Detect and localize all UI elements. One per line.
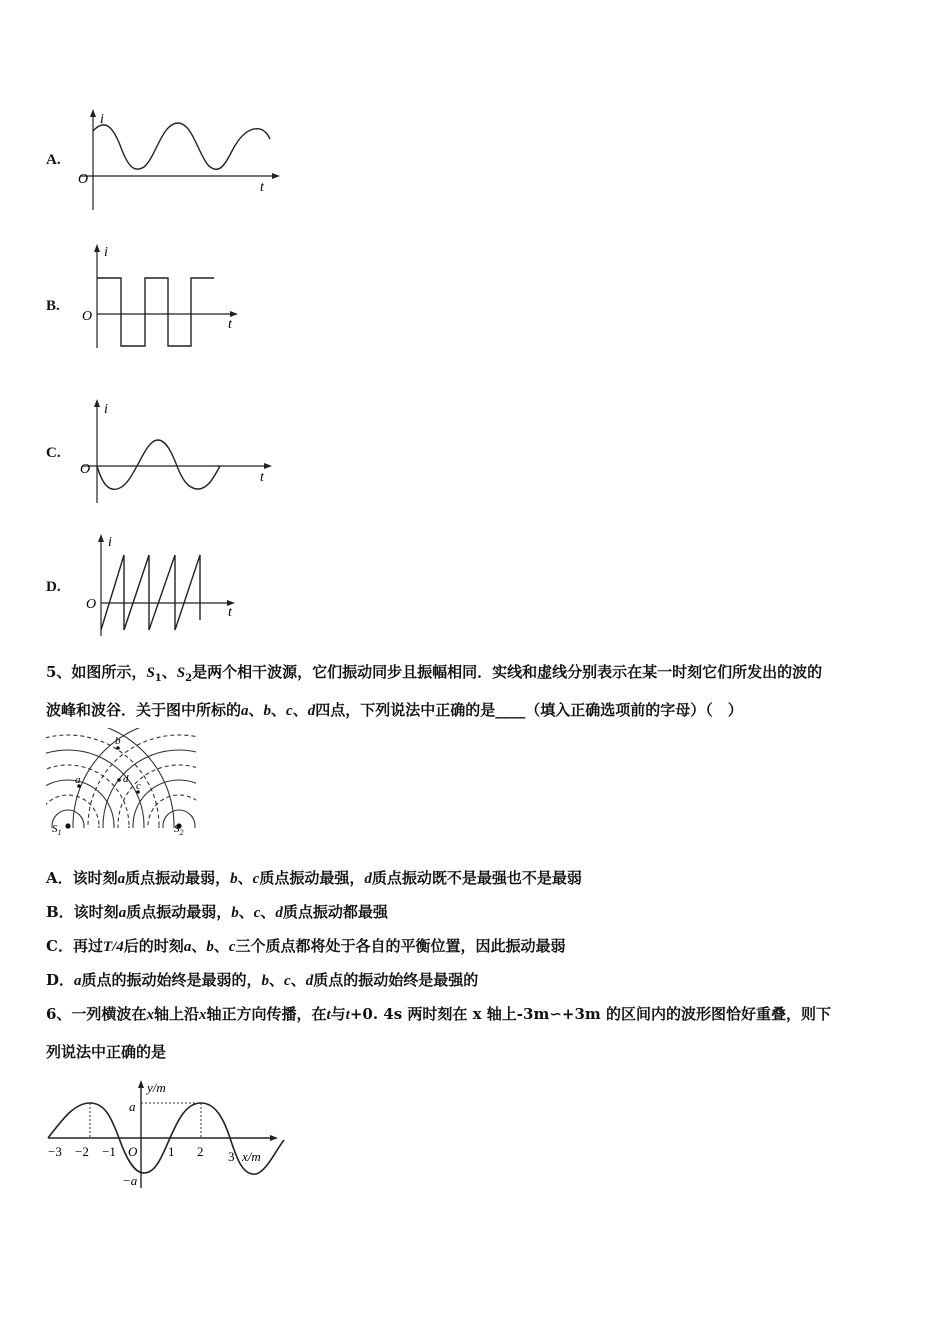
x-axis-label: x/m xyxy=(242,1149,261,1164)
graph-b-square-wave xyxy=(70,240,250,355)
axis-i-label: i xyxy=(108,535,112,550)
source-s2-label: $S_2$ xyxy=(174,823,184,837)
axis-i-label: i xyxy=(104,245,108,260)
y-axis-label: y/m xyxy=(147,1080,166,1095)
origin-label: O xyxy=(82,309,93,324)
point-c-label: c xyxy=(136,780,141,792)
point-d-label: d xyxy=(123,773,129,785)
axis-i-label: i xyxy=(104,402,108,417)
tick-label: 2 xyxy=(197,1144,204,1159)
origin-label: O xyxy=(86,597,97,612)
q6-line2: 列说法中正确的是 xyxy=(46,1043,167,1061)
axis-t-label: t xyxy=(260,180,264,195)
q5-choice-c[interactable]: C．再过T/4后的时刻a、b、c三个质点都将处于各自的平衡位置，因此振动最弱 xyxy=(46,937,566,955)
origin-label: O xyxy=(78,172,89,187)
graph-a-sine-offset xyxy=(70,105,290,215)
q5-choice-d[interactable]: D．a质点的振动始终是最弱的，b、c、d质点的振动始终是最强的 xyxy=(46,971,479,989)
q6-line1: 6、一列横波在x轴上沿x轴正方向传播，在t与t+0. 4s 两时刻在 x 轴上-3m∽+3m 的区间内的波形图恰好重叠，则下 xyxy=(46,1005,831,1023)
graph-d-sawtooth xyxy=(70,530,250,640)
q5-line1: 5、如图所示，$S_1$、$S_2$是两个相干波源，它们振动同步且振幅相同．实线和虚线分别表示在某一时刻它们所发出的波的 xyxy=(46,663,823,684)
option-a-label: A. xyxy=(46,152,61,168)
tick-label: 3 xyxy=(228,1149,235,1164)
q5-choice-a[interactable]: A．该时刻a质点振动最弱，b、c质点振动最强，d质点振动既不是最强也不是最弱 xyxy=(46,869,582,887)
tick-label: −2 xyxy=(75,1144,89,1159)
tick-label: −1 xyxy=(102,1144,116,1159)
q5-line2: 波峰和波谷．关于图中所标的a、b、c、d四点，下列说法中正确的是____（填入正确选项前的字母）（ ） xyxy=(46,701,743,719)
interference-figure xyxy=(46,728,196,843)
amplitude-positive-label: a xyxy=(129,1099,136,1114)
axis-i-label: i xyxy=(100,112,104,127)
source-s1-label: $S_1$ xyxy=(52,823,62,837)
axis-t-label: t xyxy=(260,470,264,485)
axis-t-label: t xyxy=(228,605,232,620)
option-d-label: D. xyxy=(46,579,61,595)
source-s1-dot xyxy=(65,823,70,828)
option-c-label: C. xyxy=(46,445,61,461)
graph-c-sine xyxy=(70,395,285,510)
tick-label: 1 xyxy=(168,1144,175,1159)
tick-label: −3 xyxy=(48,1144,62,1159)
q5-choice-b[interactable]: B．该时刻a质点振动最弱，b、c、d质点振动都最强 xyxy=(46,903,388,921)
wave-graph xyxy=(44,1078,294,1193)
axis-t-label: t xyxy=(228,317,232,332)
option-b-label: B. xyxy=(46,298,60,314)
point-b-label: b xyxy=(115,735,121,747)
origin-label: O xyxy=(128,1144,138,1159)
point-a-label: a xyxy=(75,774,81,786)
amplitude-negative-label: −a xyxy=(122,1173,138,1188)
origin-label: O xyxy=(80,462,91,477)
